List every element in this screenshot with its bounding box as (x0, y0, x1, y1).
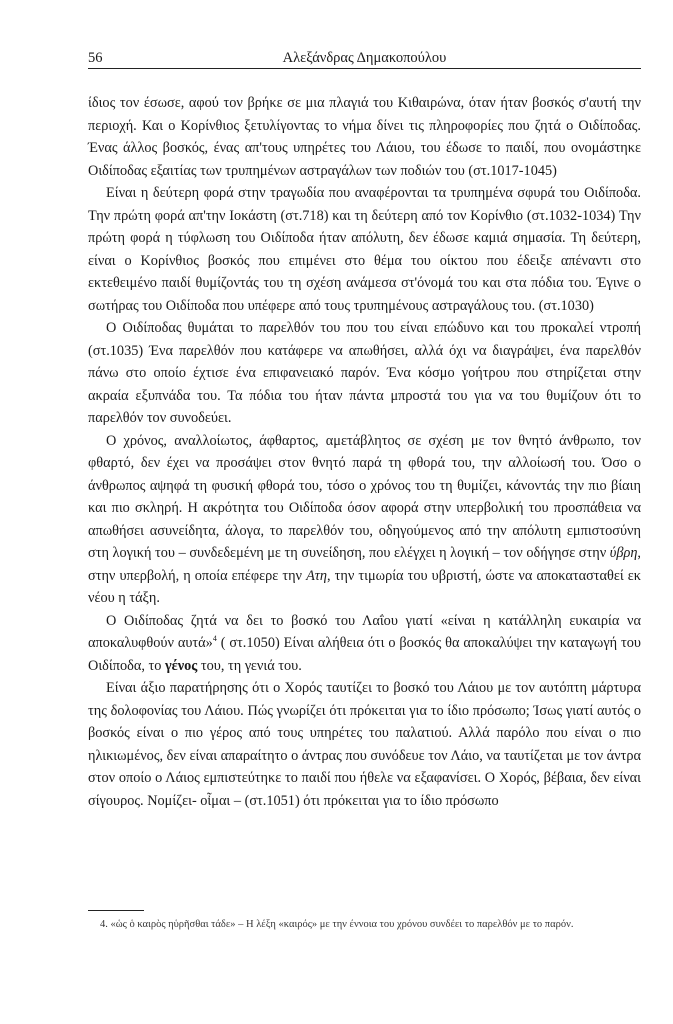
paragraph-5-text-end: του, τη γενιά του. (197, 657, 302, 674)
paragraph-5-text: Ο Οιδίποδας ζητά να δει το βοσκό του Λαΐου γιατί «είναι η κατάλληλη ευκαιρία να αποκαλυφθούν αυτά» (88, 612, 641, 651)
footnote: 4. «ὡς ὁ καιρὸς ηὑρῆσθαι τάδε» – Η λέξη «καιρός» με την έννοια του χρόνου συνδέει το παρελθόν με το παρόν. (100, 919, 574, 930)
paragraph-4 (88, 430, 641, 610)
paragraph-5 (88, 610, 641, 678)
running-title: Αλεξάνδρας Δημακοπούλου (282, 50, 447, 66)
paragraph-6: Είναι άξιο παρατήρησης ότι ο Χορός ταυτίζει το βοσκό του Λάιου με τον αυτόπτη μάρτυρα της δολοφονίας του Λάιου. Πώς γνωρίζει ότι πρόκειται για το ίδιο πρόσωπο; Ίσως γιατί αυτός ο βοσκός είναι ο πιο γέρος από τους υπηρέτες του παλατιού. Αλλά παρόλο που είναι ο πιο ηλικιωμένος, δεν είναι απαραίτητο ο άντρας που συνόδευε τον Λάιο, να ταυτίζεται με τον άντρα στον οποίο ο Λάιος εμπιστεύτηκε το παιδί που ήθελε να εξαφανίσει. Ο Χορός, βέβαια, δεν είναι σίγουρος. Νομίζει- οἶμαι – (στ.1051) ότι πρόκειται για το ίδιο πρόσωπο (88, 680, 641, 809)
paragraph-4-text: Ο χρόνος, αναλλοίωτος, άφθαρτος, αμετάβλητος σε σχέση με τον θνητό άνθρωπο, τον φθαρτό, δεν έχει να προσάψει στον θνητό παρά τη φθορά του, την αλλοίωσή του. Όσο ο άνθρωπος αψηφά τη φυσική φθορά του, τόσο ο χρόνος του τη θυμίζει, κάνοντάς την πιο βίαιη και πιο σκληρή. Η ακρότητα του Οιδίποδα όσον αφορά στην υπερβολική του προσπάθεια να απωθήσει ασυνείδητα, άλογα, το παρελθόν του, οδηγούμενος από την απόλυτη εμπιστοσύνη στη λογική του – συνδεδεμένη με τη συνείδηση, που ελέγχει η λογική – τον οδήγησε στην (88, 432, 641, 561)
term-genos: γένος (164, 657, 198, 674)
paragraph-3: Ο Οιδίποδας θυμάται το παρελθόν του που του είναι επώδυνο και του προκαλεί ντροπή (στ.1035) Ένα παρελθόν που κατάφερε να απωθήσει, αλλά όχι να διαγράψει, ένα παρελθόν πάνω στο οποίο έχτισε ένα επιφανειακό παρόν. Ένα κόσμο γοήτρου που στηρίζεται στην ακραία εξυπνάδα του. Τα πόδια του ήταν πάντα μπροστά του για να του θυμίζουν ότι το παρελθόν τον συνοδεύει. (88, 320, 641, 426)
paragraph-1: ίδιος τον έσωσε, αφού τον βρήκε σε μια πλαγιά του Κιθαιρώνα, όταν ήταν βοσκός σ'αυτή την περιοχή. Και ο Κορίνθιος ξετυλίγοντας το νήμα δίνει τις πληροφορίες που ζητά ο Οιδίποδας. Ένας άλλος βοσκός, ένας απ'τους υπηρέτες του Λάιου, του έδωσε το παιδί, που ονομάστηκε Οιδίποδας εξαιτίας των τρυπημένων αστραγάλων των ποδιών του (στ.1017-1045) (88, 95, 641, 179)
body-text (88, 92, 641, 812)
term-hubris: ύβρη (609, 545, 638, 561)
running-header (88, 50, 641, 70)
footnote-marker[interactable]: 4 (212, 634, 217, 644)
paragraph-4-text-end: , την τιμωρία του υβριστή, ώστε να αποκατασταθεί εκ νέου η τάξη. (88, 567, 642, 606)
page-number: 56 (88, 50, 103, 66)
footnote-rule (88, 910, 144, 911)
paragraph-2: Είναι η δεύτερη φορά στην τραγωδία που αναφέρονται τα τρυπημένα σφυρά του Οιδίποδα. Την πρώτη φορά απ'την Ιοκάστη (στ.718) και τη δεύτερη από τον Κορίνθιο (στ.1032-1034) Την πρώτη φορά η τύφλωση του Οιδίποδα ήταν απόλυτη, δεν έδωσε καμιά σημασία. Τη δεύτερη, είναι ο Κορίνθιος βοσκός που επιμένει στο θέμα του οίκτου που έδειξε απέναντι στο εκτεθειμένο παιδί θυμίζοντάς του τη σχέση ανάμεσα στ'όνομά του και στα πόδια του. Έγινε ο σωτήρας του Οιδίποδα που υπέφερε από τους τρυπημένους αστραγάλους του. (στ.1030) (88, 185, 641, 314)
paragraph-5-text-mid: ( στ.1050) Είναι αλήθεια ότι ο βοσκός θα αποκαλύψει την καταγωγή του Οιδίποδα, το (88, 635, 641, 674)
header-rule (88, 68, 641, 69)
paragraph-4-text-mid: , στην υπερβολή, η οποία επέφερε την (88, 545, 641, 584)
term-ate: Ατη (306, 567, 328, 584)
